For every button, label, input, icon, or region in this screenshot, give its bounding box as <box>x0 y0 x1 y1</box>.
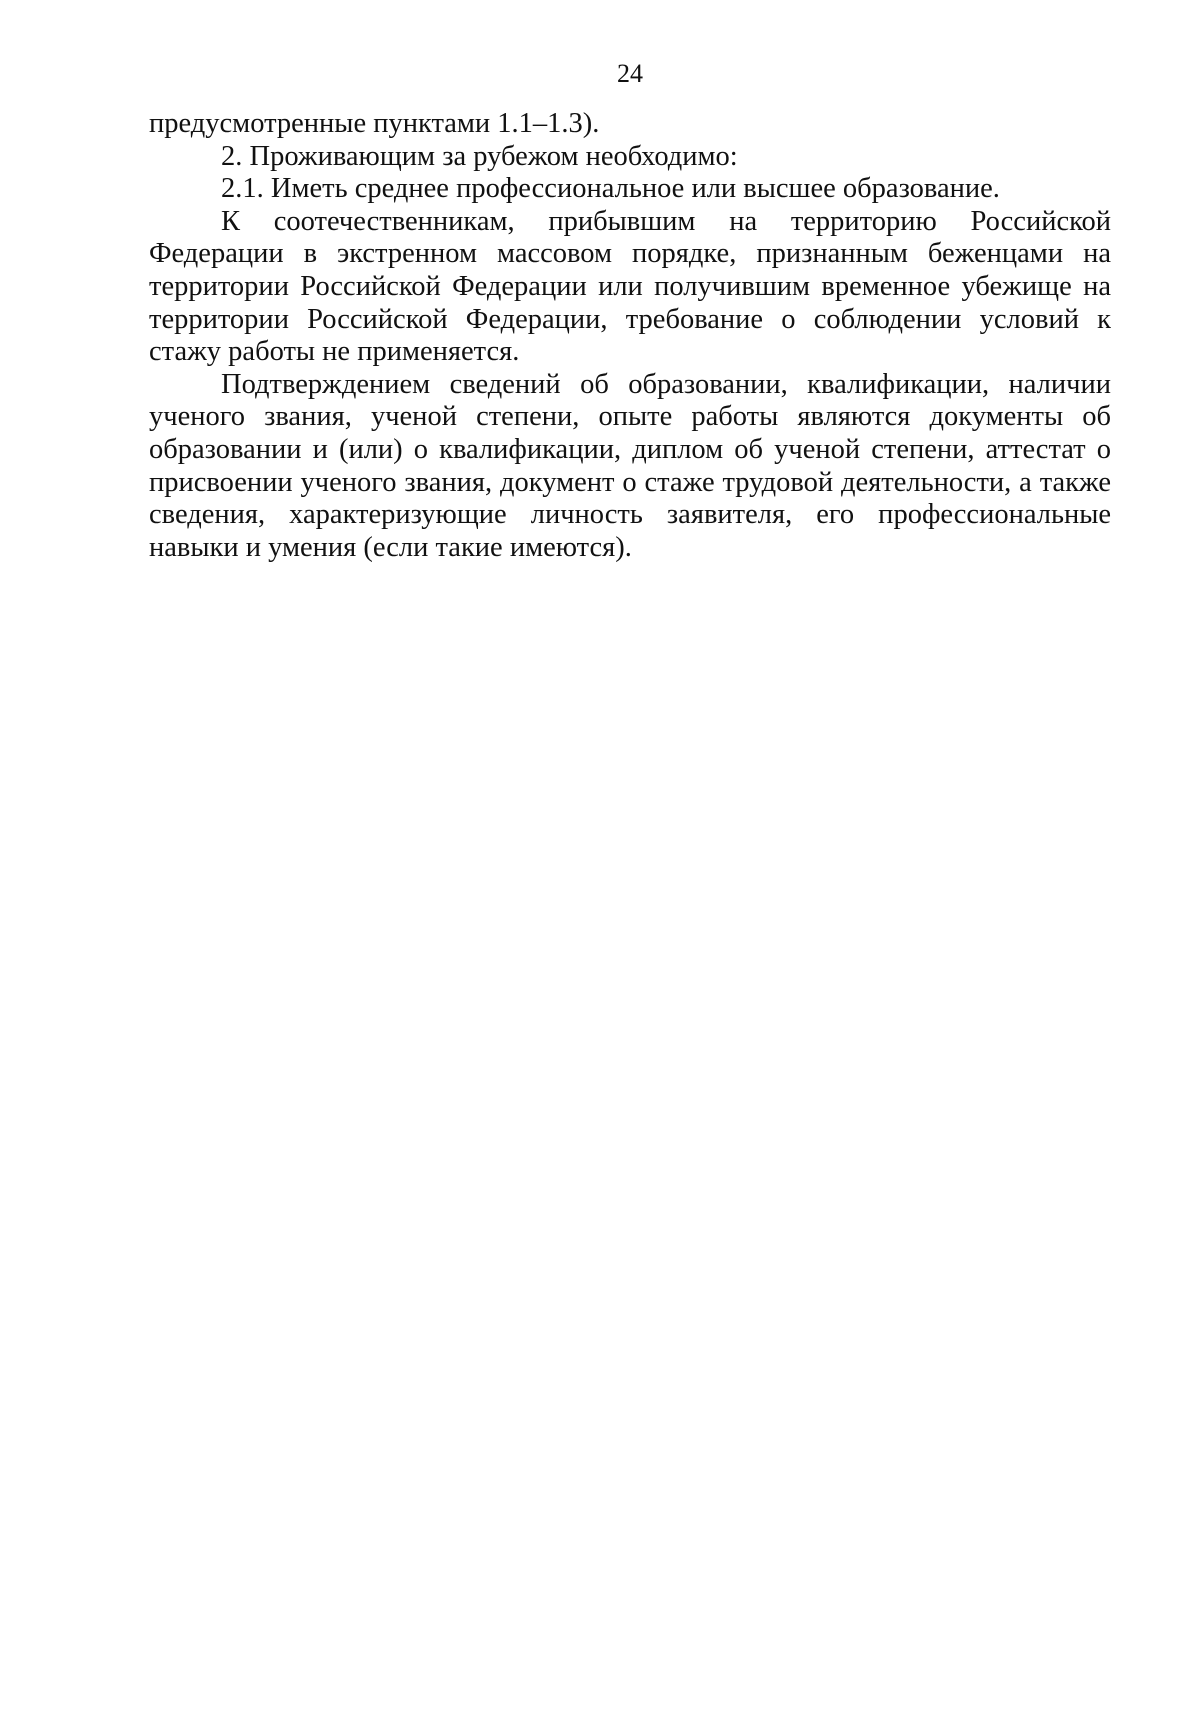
paragraph-compatriots-exemption: К соотечественникам, прибывшим на территорию Российской Федерации в экстренном массовом порядке, признанным беженцами на территории Российской Федерации или получившим временное убежище на территории Российской Федерации, требование о соблюдении условий к стажу работы не применяется. <box>149 205 1111 368</box>
paragraph-item-2-1: 2.1. Иметь среднее профессиональное или высшее образование. <box>221 173 1000 205</box>
paragraph-confirmation-documents: Подтверждением сведений об образовании, квалификации, наличии ученого звания, ученой степени, опыте работы являются документы об образовании и (или) о квалификации, диплом об ученой степени, аттестат о присвоении ученого звания, документ о стаже трудовой деятельности, а также сведения, характеризующие личность заявителя, его профессиональные навыки и умения (если такие имеются). <box>149 368 1111 563</box>
page-number: 24 <box>617 59 643 88</box>
document-body <box>149 108 1111 564</box>
paragraph-item-2: 2. Проживающим за рубежом необходимо: <box>221 140 738 172</box>
paragraph-continuation: предусмотренные пунктами 1.1–1.3). <box>149 108 600 139</box>
